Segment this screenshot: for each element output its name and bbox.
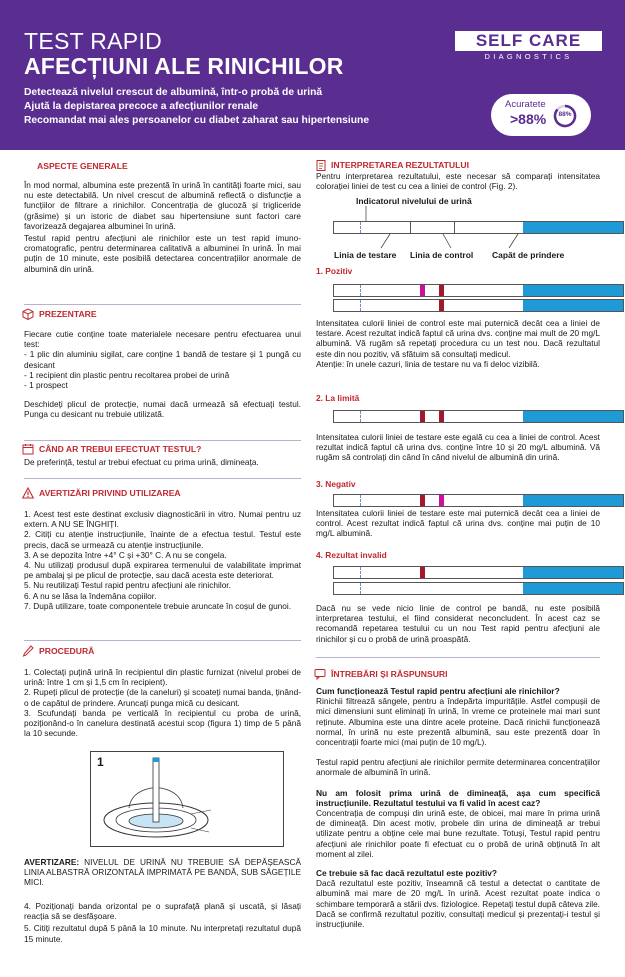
- faq-answer-1: Rinichii filtrează sângele, pentru a îndepărta impuritățile. Astfel compușii de mici dimensiuni sunt eliminați în urină, în vreme ce proteinele mai mari sunt reținute. Albumina este una dintre acele proteine. Dacă rinichii funcționează normal, în urină nu este prezentă albumină, sau este prezentă doar în concentrații foarte mici (mai puțin de 10 mg/L).: [316, 696, 600, 748]
- interpretation-paragraph: Pentru interpretarea rezultatului, este necesar să comparați intensitatea colorației liniei de test cu cea a liniei de control (Fig. 2).: [316, 171, 600, 192]
- invalid-text: [316, 603, 600, 644]
- borderline-text: [316, 432, 600, 463]
- caution-lead: AVERTIZARE:: [24, 857, 80, 867]
- procedure-steps-2: [24, 901, 301, 944]
- section-presentation-title: PREZENTARE: [22, 308, 97, 320]
- result-borderline-title: 2. La limită: [316, 393, 360, 403]
- warning-item-3: 3. A se depozita între +4° C și +30° C. A nu se congela.: [24, 549, 227, 560]
- pipette-icon: [22, 645, 34, 657]
- header-banner: [0, 0, 625, 150]
- divider: [24, 640, 301, 641]
- warning-item-7: 7. După utilizare, toate componentele trebuie aruncate în coșul de gunoi.: [24, 600, 292, 611]
- section-when-title: CÂND AR TREBUI EFECTUAT TESTUL?: [22, 443, 201, 455]
- strip-invalid-1: [333, 566, 624, 579]
- procedure-step-5: 5. Citiți rezultatul după 5 până la 10 minute. Nu interpretați rezultatul după 15 minute.: [24, 923, 301, 944]
- warning-item-2: 2. Citiți cu atenție instrucțiunile, înainte de a efectua testul. Testul este precis, dacă se urmează cu atenție instrucțiunile.: [24, 529, 301, 550]
- label-grip-end: Capăt de prindere: [492, 250, 565, 260]
- faq-answer-3: Dacă rezultatul este pozitiv, înseamnă că testul a detectat o cantitate de albumină mai mare de 20 mg/L în urină. Acest rezultat poate indica o schimbare temporară a stării dvs. fiziologice. Repetați testul după câteva zile. Dacă se confirmă rezultatul pozitiv, consultați medicul și prezentați-i testul și instrucțiunile.: [316, 878, 600, 930]
- divider: [316, 657, 600, 658]
- when-text: [24, 457, 301, 467]
- caution-text: NIVELUL DE URINĂ NU TREBUIE SĂ DEPĂȘEASCĂ LINIA ALBASTRĂ ORIZONTALĂ IMPRIMATĂ PE BANDĂ, SUB SĂGEȚILE MICI.: [24, 857, 301, 888]
- strip-positive-2: [333, 299, 624, 312]
- accuracy-value: >88%: [510, 111, 547, 127]
- presentation-item-1: - 1 plic din aluminiu sigilat, care conține 1 bandă de testare și 1 pungă cu desicant: [24, 349, 301, 370]
- divider: [24, 304, 301, 305]
- divider: [24, 440, 301, 441]
- presentation-item-3: - 1 prospect: [24, 380, 68, 391]
- clipboard-icon: [316, 159, 326, 171]
- procedure-step-2: 2. Rupeți plicul de protecție (de la caneluri) și scoateți numai banda, ținând-o de capătul de prindere. Aruncați punga mică cu desicant.: [24, 687, 301, 708]
- faq-answer-1b: Testul rapid pentru afecțiuni ale rinichilor permite determinarea concentrațiilor anormale de albumină în urină.: [316, 757, 600, 778]
- warning-item-6: 6. A nu se lăsa la îndemâna copiilor.: [24, 590, 157, 601]
- warning-item-4: 4. Nu utilizați produsul după expirarea termenului de valabilitate imprimat pe ambalaj și pe plicul de protecție, sau dacă acesta este deteriorat.: [24, 560, 301, 581]
- general-paragraph-1: În mod normal, albumina este prezentă în urină în cantități foarte mici, sau nu este detectabilă. Un nivel crescut de albumină reflectă o disfuncție a funcțiilor de filtrare a rinichilor. Concentrația de glucoză și trigliceride (grăsime) și un istoric de diabet sau hipertensiune sunt factori care favorizează degajarea albuminei în urină.: [24, 180, 301, 231]
- presentation-item-2: - 1 recipient din plastic pentru recoltarea probei de urină: [24, 369, 230, 380]
- warning-item-5: 5. Nu reutilizați Testul rapid pentru afecțiuni ale rinichilor.: [24, 580, 231, 591]
- strip-invalid-2: [333, 582, 624, 595]
- presentation-text: [24, 329, 301, 420]
- strip-borderline: [333, 410, 624, 423]
- figure-1-dip-illustration: [90, 751, 284, 847]
- positive-note: Atenție: în unele cazuri, linia de testare nu va fi deloc vizibilă.: [316, 358, 540, 369]
- strip-positive-1: [333, 284, 624, 297]
- result-negative-title: 3. Negativ: [316, 479, 356, 489]
- faq-block: [316, 686, 600, 929]
- positive-paragraph: Intensitatea culorii liniei de control este mai puternică decât cea a liniei de testare. Acest rezultat indică faptul că urina dvs. conține mai mult de 20 mg/L albumină. Vă rugăm să repetați procedura cu un test nou. Dacă rezultatul este din nou pozitiv, vă sfătuim să consultați medicul.: [316, 318, 600, 359]
- general-text: [24, 180, 301, 274]
- borderline-paragraph: Intensitatea culorii liniei de testare este egală cu cea a liniei de control. Acest rezultat indică faptul că urina dvs. conține între 10 și 20 mg/L albumină. Vă rugăm să controlați din când în când nivelul de albumină din urină.: [316, 432, 600, 463]
- faq-answer-2: Concentrația de compuși din urină este, de obicei, mai mare în prima urină de dimineață. Din acest motiv, probele din urina de dimineață ar trebui utilizate pentru a obține cele mai bune rezultate. Totuși, Testul rapid pentru afecțiuni ale rinichilor poate fi efectuat cu o probă de urină obținută în alt moment al zilei.: [316, 808, 600, 859]
- chat-bubble-icon: [314, 668, 326, 680]
- interpretation-text: [316, 171, 600, 191]
- invalid-paragraph: Dacă nu se vede nicio linie de control pe bandă, nu este posibilă interpretarea testului, el fiind considerat neconcludent. În acest caz se recomandă repetarea testului cu un nou Test rapid pentru afecțiuni ale rinichilor și cu o probă de urină proaspătă.: [316, 603, 600, 644]
- negative-paragraph: Intensitatea culorii liniei de testare este mai puternică decât cea a liniei de control. Acest rezultat indică faptul că urina dvs. conține mai puțin de 10 mg/L albumină.: [316, 508, 600, 539]
- faq-question-2: Nu am folosit prima urină de dimineață, așa cum specifică instrucțiunile. Rezultatul testului va fi valid în acest caz?: [316, 787, 600, 808]
- section-procedure-title: PROCEDURĂ: [22, 645, 94, 657]
- result-invalid-title: 4. Rezultat invalid: [316, 550, 387, 560]
- label-test-line: Linia de testare: [334, 250, 397, 260]
- brand-logo: [455, 31, 602, 61]
- faq-question-3: Ce trebuie să fac dacă rezultatul este pozitiv?: [316, 868, 498, 879]
- procedure-steps-1: [24, 667, 301, 738]
- accuracy-ring-icon: [553, 104, 577, 128]
- accuracy-badge: [491, 94, 591, 136]
- presentation-paragraph: Fiecare cutie conține toate materialele necesare pentru efectuarea unui test:: [24, 329, 301, 350]
- warning-item-1: 1. Acest test este destinat exclusiv diagnosticării in vitro. Numai pentru uz extern. A NU SE ÎNGHIȚI.: [24, 509, 301, 530]
- tagline-3: Recomandat mai ales persoanelor cu diabet zaharat sau hipertensiune: [24, 115, 370, 126]
- warnings-list: [24, 509, 301, 611]
- warning-triangle-icon: [22, 487, 34, 499]
- section-faq-title: ÎNTREBĂRI ȘI RĂSPUNSURI: [314, 668, 448, 680]
- tagline-2: Ajută la depistarea precoce a afecțiunilor renale: [24, 101, 259, 112]
- accuracy-ring-text: 88%: [558, 111, 572, 118]
- section-general-title: ASPECTE GENERALE: [37, 161, 128, 171]
- result-positive-title: 1. Pozitiv: [316, 266, 353, 276]
- calendar-icon: [22, 443, 34, 455]
- logo-main-text: SELF CARE: [455, 31, 602, 51]
- procedure-caution: [24, 857, 301, 888]
- accuracy-label: Acuratete: [505, 99, 546, 110]
- logo-sub-text: DIAGNOSTICS: [484, 52, 573, 61]
- figure-1-label: 1: [97, 755, 104, 769]
- section-interpretation-title: INTERPRETAREA REZULTATULUI: [316, 159, 469, 171]
- presentation-paragraph-2: Deschideți plicul de protecție, numai dacă urmează să efectuați testul. Punga cu desicant nu trebuie utilizată.: [24, 399, 301, 420]
- strip-diagram-reference: [333, 221, 624, 234]
- when-paragraph: De preferință, testul ar trebui efectuat cu prima urină, dimineața.: [24, 457, 259, 467]
- section-warnings-title: AVERTIZĂRI PRIVIND UTILIZAREA: [22, 487, 181, 499]
- title-line-1: TEST RAPID: [24, 28, 163, 54]
- label-urine-indicator: Indicatorul nivelului de urină: [356, 196, 472, 206]
- general-paragraph-2: Testul rapid pentru afecțiuni ale rinichilor este un test rapid imuno-cromatografic, pentru determinarea calitativă a albuminei în urină. În mai puțin de 10 minute, este posibilă detectarea concentrațiilor anormale de albumină din urină.: [24, 233, 301, 274]
- procedure-step-1: 1. Colectați puțină urină în recipientul din plastic furnizat (nivelul probei de urină: între 1 cm și 1,5 cm în recipient).: [24, 667, 301, 688]
- divider: [24, 478, 301, 479]
- strip-negative: [333, 494, 624, 507]
- procedure-step-3: 3. Scufundați banda pe verticală în recipientul cu proba de urină, poziționând-o în canelura destinată acestui scop (figura 1) timp de 5 până la 10 secunde.: [24, 707, 301, 739]
- positive-text: [316, 318, 600, 369]
- procedure-step-4: 4. Poziționați banda orizontal pe o suprafață plană și uscată, și lăsați reacția să se desfășoare.: [24, 901, 301, 922]
- negative-text: [316, 508, 600, 539]
- label-control-line: Linia de control: [410, 250, 474, 260]
- tagline-1: Detectează nivelul crescut de albumină, într-o probă de urină: [24, 87, 323, 98]
- faq-question-1: Cum funcționează Testul rapid pentru afecțiuni ale rinichilor?: [316, 686, 560, 696]
- title-line-2: AFECȚIUNI ALE RINICHILOR: [24, 53, 344, 79]
- box-icon: [22, 308, 34, 320]
